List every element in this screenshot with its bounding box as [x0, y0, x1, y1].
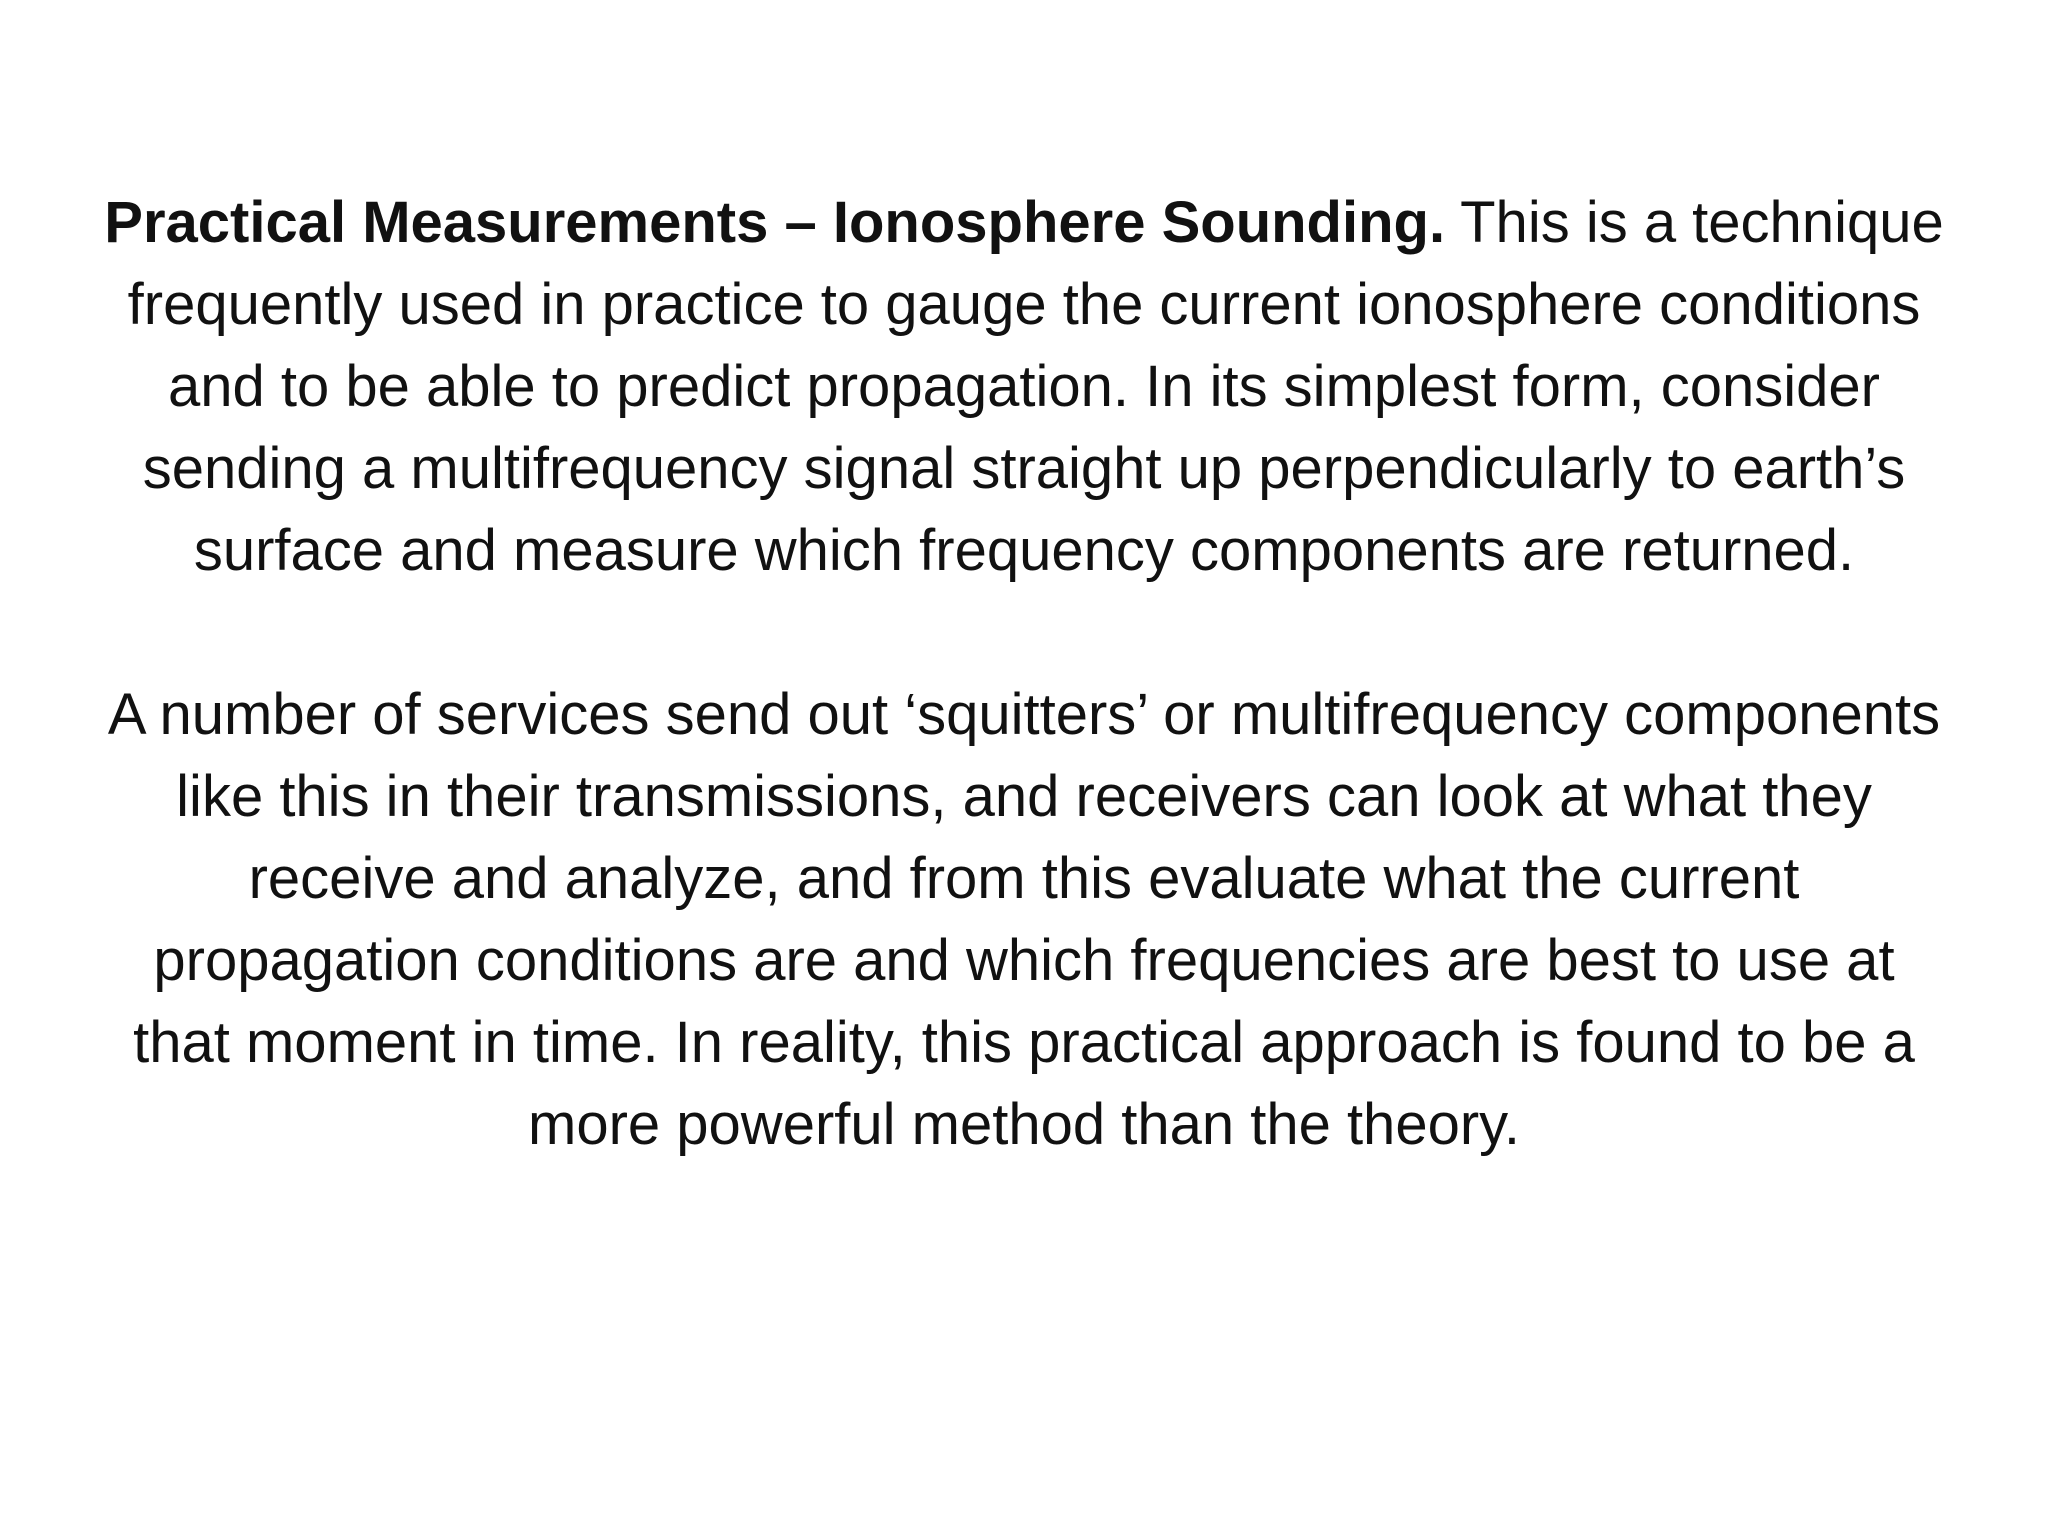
paragraph-ionosphere-sounding — [100, 182, 1948, 592]
slide-text-block — [100, 182, 1948, 1166]
paragraph-body-text: This is a technique frequently used in practice to gauge the current ionosphere conditions and to be able to predict propagation. In its simplest form, consider sending a multifrequency signal straight up perpendicularly to earth’s surface and measure which frequency components are returned. — [127, 190, 1944, 583]
paragraph-body-text: A number of services send out ‘squitters’ or multifrequency components like this in their transmissions, and receivers can look at what they receive and analyze, and from this evaluate what the current propagation conditions are and which frequencies are best to use at that moment in time. In reality, this practical approach is found to be a more powerful method than the theory. — [107, 682, 1941, 1157]
paragraph-lead-heading: Practical Measurements – Ionosphere Sounding. — [104, 190, 1446, 255]
paragraph-squitters — [100, 674, 1948, 1166]
